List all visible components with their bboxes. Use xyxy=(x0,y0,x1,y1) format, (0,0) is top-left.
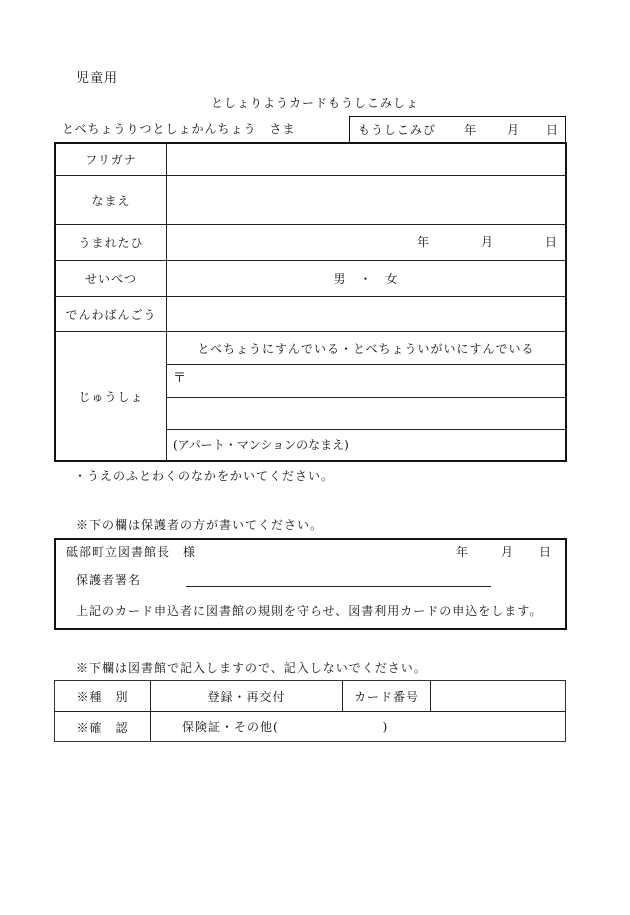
verify-label: ※確 認 xyxy=(76,720,129,735)
form-title: としょりようカードもうしこみしょ xyxy=(210,96,419,110)
birthday-month: 月 xyxy=(481,235,494,249)
verify-options: 保険証・その他( ) xyxy=(182,720,389,734)
gender-options[interactable]: 男 ・ 女 xyxy=(333,272,399,286)
signature-label: 保護者署名 xyxy=(76,573,142,587)
type-label: ※種 別 xyxy=(76,689,129,704)
form-category: 児童用 xyxy=(76,71,119,86)
child-note: ・うえのふとわくのなかをかいてください。 xyxy=(74,469,335,483)
address-line-field[interactable] xyxy=(167,398,565,429)
phone-field[interactable] xyxy=(167,297,565,331)
name-label: なまえ xyxy=(91,193,131,208)
address-label: じゅうしょ xyxy=(78,390,144,404)
name-field[interactable] xyxy=(167,176,565,224)
furigana-label: フリガナ xyxy=(85,152,137,167)
birthday-year: 年 xyxy=(417,235,430,249)
gender-label: せいべつ xyxy=(84,272,137,286)
guardian-addressee: 砥部町立図書館長 様 xyxy=(66,545,197,559)
postal-mark: 〒 xyxy=(173,371,187,386)
guardian-date-year: 年 xyxy=(456,545,469,559)
apply-date-day: 日 xyxy=(546,123,559,137)
guardian-statement: 上記のカード申込者に図書館の規則を守らせ、図書利用カードの申込をします。 xyxy=(76,604,543,618)
apartment-hint: (アパート・マンションのなまえ) xyxy=(173,438,349,452)
card-number-field xyxy=(431,681,565,711)
birthday-field[interactable] xyxy=(167,225,565,260)
residence-options[interactable]: とべちょうにすんでいる・とべちょういがいにすんでいる xyxy=(197,341,535,356)
apply-date-label: もうしこみび xyxy=(358,123,437,137)
guardian-date-day: 日 xyxy=(539,545,552,559)
guardian-note: ※下の欄は保護者の方が書いてください。 xyxy=(76,518,324,532)
birthday-day: 日 xyxy=(545,235,558,249)
type-options: 登録・再交付 xyxy=(207,689,286,704)
signature-line[interactable] xyxy=(186,586,491,587)
card-number-label: カード番号 xyxy=(353,689,419,704)
postal-address-field[interactable] xyxy=(190,365,565,397)
guardian-date-month: 月 xyxy=(501,545,514,559)
birthday-label: うまれたひ xyxy=(78,236,144,250)
apply-date-year: 年 xyxy=(464,123,477,137)
furigana-field[interactable] xyxy=(167,144,565,175)
apply-date-month: 月 xyxy=(507,123,520,137)
address-row-divider xyxy=(166,429,567,430)
office-note: ※下欄は図書館で記入しますので、記入しないでください。 xyxy=(76,661,427,675)
addressee: とべちょうりつとしょかんちょう さま xyxy=(62,122,296,136)
phone-label: でんわばんごう xyxy=(65,307,157,322)
